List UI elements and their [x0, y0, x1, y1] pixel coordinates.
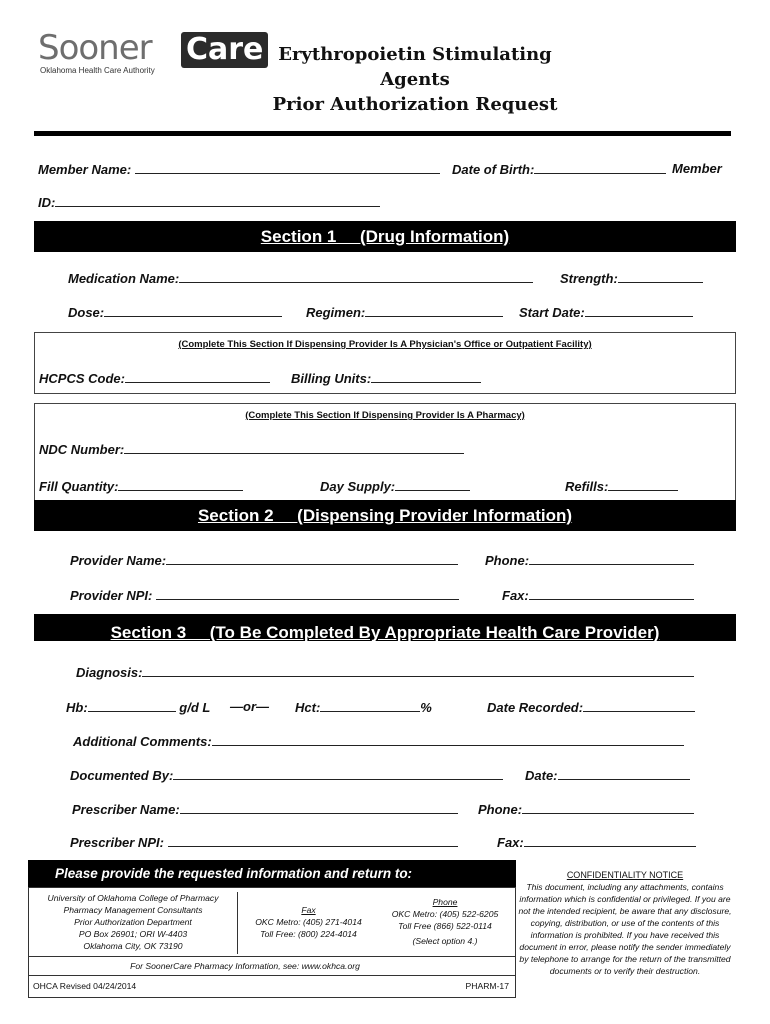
dob-line[interactable] — [534, 161, 666, 174]
mailing-address — [29, 892, 238, 954]
address-line-2: Pharmacy Management Consultants — [63, 905, 203, 915]
phone-toll-free: Toll Free (866) 522-0114 — [398, 921, 492, 931]
header-divider — [34, 131, 731, 136]
fill-quantity-label: Fill Quantity: — [39, 479, 119, 494]
comments-label: Additional Comments: — [73, 734, 212, 749]
provider-npi-label: Provider NPI: — [70, 588, 153, 603]
hb-line[interactable] — [88, 699, 176, 712]
phone-heading: Phone — [432, 897, 458, 907]
start-date-label: Start Date: — [519, 305, 585, 320]
provider-name-line[interactable] — [166, 552, 458, 565]
revised-date: OHCA Revised 04/24/2014 — [33, 981, 137, 991]
prescriber-phone-label: Phone: — [478, 802, 523, 817]
or-separator: —or— — [230, 699, 269, 714]
return-address-box — [28, 887, 516, 957]
hct-unit: % — [420, 700, 432, 715]
diagnosis-label: Diagnosis: — [76, 665, 143, 680]
documented-date-label: Date: — [525, 768, 558, 783]
prescriber-npi-label: Prescriber NPI: — [70, 835, 164, 850]
prescriber-npi-line[interactable] — [168, 834, 458, 847]
prescriber-fax-field[interactable] — [497, 834, 696, 850]
pharmacy-note: (Complete This Section If Dispensing Provider Is A Pharmacy) — [245, 410, 525, 421]
phone-contact — [377, 896, 513, 947]
prescriber-phone-line[interactable] — [522, 801, 694, 814]
strength-field[interactable] — [560, 270, 703, 286]
logo-care-text: Care — [181, 32, 268, 68]
refills-field[interactable] — [565, 478, 678, 494]
strength-label: Strength: — [560, 271, 618, 286]
dose-label: Dose: — [68, 305, 105, 320]
form-code: PHARM-17 — [465, 981, 509, 991]
prescriber-name-field[interactable] — [72, 801, 458, 817]
billing-units-field[interactable] — [291, 370, 481, 386]
section-2-header — [34, 500, 736, 531]
prescriber-npi-field[interactable] — [70, 834, 458, 850]
provider-phone-line[interactable] — [529, 552, 694, 565]
member-id-field[interactable] — [38, 194, 380, 210]
prescriber-fax-label: Fax: — [497, 835, 524, 850]
documented-by-field[interactable] — [70, 767, 503, 783]
day-supply-line[interactable] — [395, 478, 470, 491]
physician-office-note: (Complete This Section If Dispensing Provider Is A Physician's Office or Outpatient Facility) — [178, 339, 592, 350]
comments-field[interactable] — [73, 733, 684, 749]
prescriber-fax-line[interactable] — [524, 834, 696, 847]
provider-phone-field[interactable] — [485, 552, 694, 568]
dob-field[interactable] — [452, 161, 666, 177]
date-recorded-field[interactable] — [487, 699, 695, 715]
medication-name-field[interactable] — [68, 270, 533, 286]
documented-by-line[interactable] — [173, 767, 503, 780]
ndc-label: NDC Number: — [39, 442, 125, 457]
address-line-1: University of Oklahoma College of Pharmacy — [47, 893, 219, 903]
ndc-field[interactable] — [39, 441, 464, 457]
page-title — [240, 42, 590, 117]
dose-field[interactable] — [68, 304, 282, 320]
ndc-line[interactable] — [124, 441, 464, 454]
provider-npi-line[interactable] — [156, 587, 459, 600]
member-id-label-part2: ID: — [38, 195, 56, 210]
day-supply-field[interactable] — [320, 478, 470, 494]
date-recorded-label: Date Recorded: — [487, 700, 584, 715]
provider-name-label: Provider Name: — [70, 553, 167, 568]
phone-metro: OKC Metro: (405) 522-6205 — [391, 909, 499, 919]
regimen-line[interactable] — [365, 304, 503, 317]
hcpcs-label: HCPCS Code: — [39, 371, 125, 386]
billing-units-line[interactable] — [371, 370, 481, 383]
fax-toll-free: Toll Free: (800) 224-4014 — [260, 929, 357, 939]
provider-fax-label: Fax: — [502, 588, 529, 603]
provider-fax-line[interactable] — [529, 587, 694, 600]
logo-sooner-text: Sooner — [38, 28, 152, 68]
day-supply-label: Day Supply: — [320, 479, 396, 494]
pharmacy-box — [34, 403, 736, 501]
fill-quantity-line[interactable] — [118, 478, 243, 491]
member-name-line[interactable] — [135, 161, 440, 174]
hb-label: Hb: — [66, 700, 88, 715]
strength-line[interactable] — [618, 270, 703, 283]
fax-heading: Fax — [301, 905, 316, 915]
hb-unit: g/d L — [179, 700, 211, 715]
section-2-title: Section 2 (Dispensing Provider Information) — [197, 506, 573, 525]
logo-subtitle: Oklahoma Health Care Authority — [40, 66, 155, 75]
dob-label: Date of Birth: — [452, 162, 535, 177]
hcpcs-line[interactable] — [125, 370, 270, 383]
return-heading: Please provide the requested information and return to: — [55, 866, 413, 881]
section-3-header — [34, 614, 736, 641]
regimen-label: Regimen: — [306, 305, 366, 320]
title-line-1: Erythropoietin Stimulating — [278, 44, 552, 65]
info-line-box — [28, 955, 516, 976]
documented-date-line[interactable] — [558, 767, 690, 780]
regimen-field[interactable] — [306, 304, 503, 320]
billing-units-label: Billing Units: — [291, 371, 372, 386]
prescriber-phone-field[interactable] — [478, 801, 694, 817]
documented-by-label: Documented By: — [70, 768, 174, 783]
confidentiality-text: This document, including any attachments, contains information which is confidential or privileged. If you are not the intended recipient, be aware that any disclosure, copying, distribution, or use of the contents of this information is prohibited. If you have received this document in error, please notify the sender immediately by telephone to arrange for the return of the transmitted documents or to verify their destruction. — [518, 882, 732, 976]
title-line-2: Agents — [380, 69, 450, 90]
soonercare-logo — [38, 28, 264, 80]
prescriber-name-label: Prescriber Name: — [72, 802, 180, 817]
hct-line[interactable] — [320, 699, 420, 712]
diagnosis-field[interactable] — [76, 664, 694, 680]
hct-label: Hct: — [295, 700, 321, 715]
provider-npi-field[interactable] — [70, 587, 459, 603]
hb-field[interactable] — [66, 699, 210, 715]
member-name-label: Member Name: — [38, 162, 132, 177]
return-instructions-bar — [28, 860, 516, 887]
fax-metro: OKC Metro: (405) 271-4014 — [255, 917, 362, 927]
date-recorded-line[interactable] — [583, 699, 695, 712]
section-1-title: Section 1 (Drug Information) — [260, 227, 510, 246]
member-name-field[interactable] — [38, 161, 440, 177]
title-line-3: Prior Authorization Request — [272, 94, 558, 115]
fax-contact — [241, 904, 376, 940]
medication-name-label: Medication Name: — [68, 271, 180, 286]
provider-fax-field[interactable] — [502, 587, 694, 603]
comments-line[interactable] — [212, 733, 684, 746]
revision-box — [28, 975, 516, 998]
address-line-3: Prior Authorization Department — [74, 917, 192, 927]
start-date-field[interactable] — [519, 304, 693, 320]
refills-label: Refills: — [565, 479, 609, 494]
provider-name-field[interactable] — [70, 552, 458, 568]
prescriber-name-line[interactable] — [180, 801, 458, 814]
phone-option: (Select option 4.) — [412, 936, 478, 946]
confidentiality-heading: CONFIDENTIALITY NOTICE — [566, 870, 684, 880]
section-1-header — [34, 221, 736, 252]
dose-line[interactable] — [104, 304, 282, 317]
provider-phone-label: Phone: — [485, 553, 530, 568]
physician-office-box — [34, 332, 736, 394]
diagnosis-line[interactable] — [142, 664, 694, 677]
start-date-line[interactable] — [585, 304, 693, 317]
address-line-5: Oklahoma City, OK 73190 — [83, 941, 183, 951]
confidentiality-notice — [516, 869, 734, 977]
medication-name-line[interactable] — [179, 270, 533, 283]
pharmacy-info-link[interactable]: For SoonerCare Pharmacy Information, see: www.okhca.org — [130, 961, 360, 971]
documented-date-field[interactable] — [525, 767, 690, 783]
fill-quantity-field[interactable] — [39, 478, 243, 494]
section-3-title: Section 3 (To Be Completed By Appropriate Health Care Provider) — [110, 623, 660, 641]
refills-line[interactable] — [608, 478, 678, 491]
member-id-line[interactable] — [55, 194, 380, 207]
hct-field[interactable] — [295, 699, 432, 715]
hcpcs-field[interactable] — [39, 370, 270, 386]
address-line-4: PO Box 26901; ORI W-4403 — [78, 929, 188, 939]
member-id-label-part1: Member — [672, 161, 722, 176]
